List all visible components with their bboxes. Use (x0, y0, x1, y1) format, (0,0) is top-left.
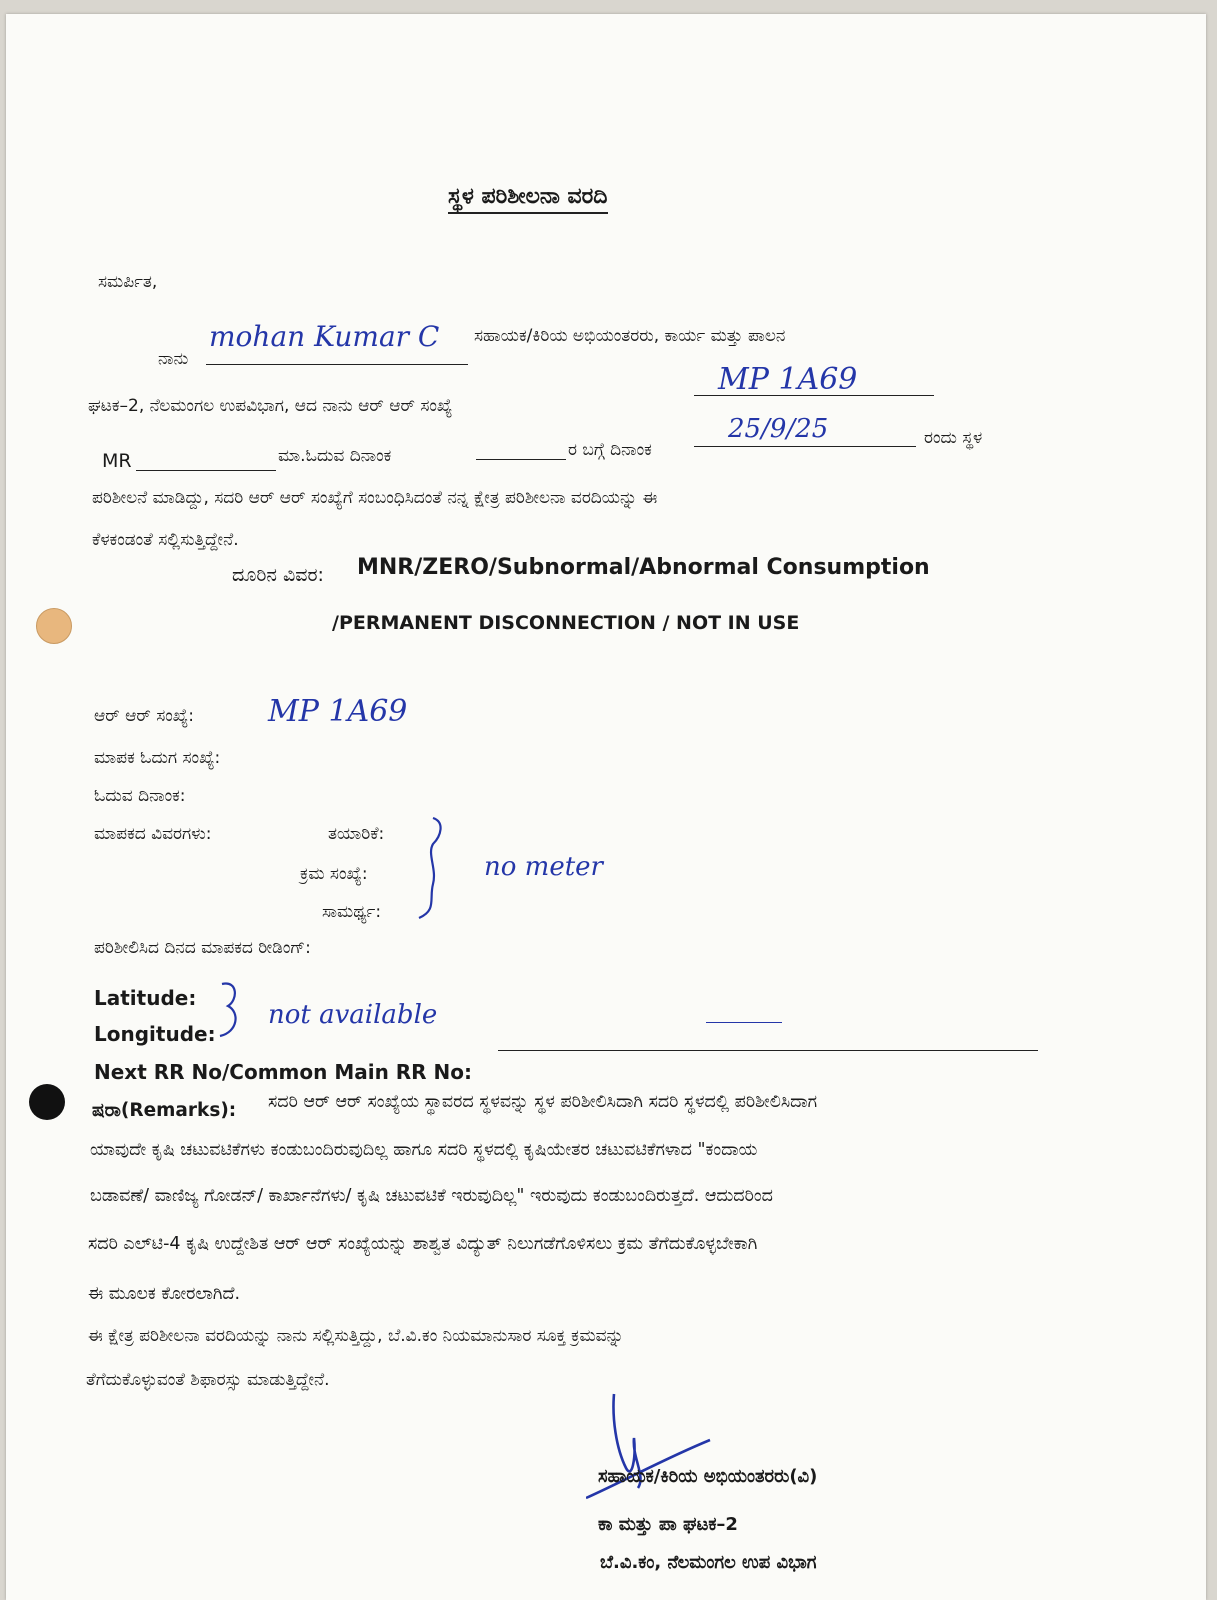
mr-label: MR (102, 450, 132, 472)
reading-date-label: ಮಾ.ಓದುವ ದಿನಾಂಕ (278, 446, 392, 466)
signature-office: ಬೆ.ವಿ.ಕಂ, ನೆಲಮಂಗಲ ಉಪ ವಿಭಾಗ (600, 1552, 817, 1573)
name-blank-line (206, 364, 468, 365)
para-line1-prefix: ನಾನು (158, 349, 189, 369)
next-rr-blank-line (498, 1050, 1038, 1051)
handwritten-date: 25/9/25 (728, 414, 829, 444)
para-line4: ಪರಿಶೀಲನೆ ಮಾಡಿದ್ದು, ಸದರಿ ಆರ್ ಆರ್ ಸಂಖ್ಯೆಗೆ ಸಂಬಂಧಿಸಿದಂತೆ ನನ್ನ ಕ್ಷೇತ್ರ ಪರಿಶೀಲನಾ ವರದಿಯನ್ನು ಈ (92, 488, 658, 508)
handwritten-brace (411, 814, 451, 924)
handwritten-brace (212, 978, 252, 1042)
handwritten-meter-note: no meter (484, 852, 603, 882)
closing-line1: ಈ ಕ್ಷೇತ್ರ ಪರಿಶೀಲನಾ ವರದಿಯನ್ನು ನಾನು ಸಲ್ಲಿಸುತ್ತಿದ್ದು, ಬೆ.ವಿ.ಕಂ ನಿಯಮಾನುಸಾರ ಸೂಕ್ತ ಕ್ರಮವನ್ನು (88, 1326, 624, 1346)
document-page (6, 14, 1206, 1600)
reading-date-field-label: ಓದುವ ದಿನಾಂಕ: (94, 786, 186, 806)
on-label: ರಂದು ಸ್ಥಳ (924, 428, 983, 448)
punch-hole (36, 608, 72, 644)
next-rr-label: Next RR No/Common Main RR No: (94, 1060, 473, 1084)
date-blank-line (694, 446, 916, 447)
para-line1-suffix: ಸಹಾಯಕ/ಕಿರಿಯ ಅಭಿಯಂತರರು, ಕಾರ್ಯ ಮತ್ತು ಪಾಲನ (474, 326, 786, 346)
handwritten-dash (706, 1022, 782, 1023)
handwritten-latlon-note: not available (268, 1000, 438, 1030)
complaint-types-2: /PERMANENT DISCONNECTION / NOT IN USE (332, 612, 800, 634)
handwritten-signature (586, 1388, 716, 1508)
remarks-line3: ಬಡಾವಣೆ/ ವಾಣಿಜ್ಯ ಗೋಡನ್/ ಕಾರ್ಖಾನೆಗಳು/ ಕೃಷಿ ಚಟುವಟಿಕೆ ಇರುವುದಿಲ್ಲ" ಇರುವುದು ಕಂಡುಬಂದಿರುತ್ತದೆ. ಆದುದರಿಂದ (90, 1186, 773, 1206)
salutation: ಸಮರ್ಪಿತ, (98, 272, 158, 292)
latitude-label: Latitude: (94, 986, 197, 1010)
handwritten-rr-number: MP 1A69 (718, 362, 858, 397)
remarks-line1: ಸದರಿ ಆರ್ ಆರ್ ಸಂಖ್ಯೆಯ ಸ್ಥಾವರದ ಸ್ಥಳವನ್ನು ಸ್ಥಳ ಪರಿಶೀಲಿಸಿದಾಗಿ ಸದರಿ ಸ್ಥಳದಲ್ಲಿ ಪರಿಶೀಲಿಸಿದಾಗ (268, 1092, 818, 1112)
para-line2-prefix: ಘಟಕ–2, ನೆಲಮಂಗಲ ಉಪವಿಭಾಗ, ಆದ ನಾನು ಆರ್ ಆರ್ ಸಂಖ್ಯೆ (88, 396, 453, 416)
handwritten-rr-number-field: MP 1A69 (268, 694, 408, 729)
handwritten-name: mohan Kumar C (209, 320, 440, 353)
punch-hole (29, 1084, 65, 1120)
longitude-label: Longitude: (94, 1022, 216, 1046)
serial-no-label: ಕ್ರಮ ಸಂಖ್ಯೆ: (300, 864, 368, 884)
regarding-date-label: ರ ಬಗ್ಗೆ ದಿನಾಂಕ (568, 440, 652, 460)
reading-date-blank-line (476, 459, 566, 460)
signature-designation: ಸಹಾಯಕ/ಕಿರಿಯ ಅಭಿಯಂತರರು(ವಿ) (598, 1466, 818, 1487)
signature-unit: ಕಾ ಮತ್ತು ಪಾ ಘಟಕ–2 (598, 1514, 738, 1535)
mr-blank-line (136, 470, 276, 471)
make-label: ತಯಾರಿಕೆ: (328, 824, 385, 844)
remarks-label: ಷರಾ(Remarks): (92, 1100, 237, 1121)
complaint-types: MNR/ZERO/Subnormal/Abnormal Consumption (357, 555, 930, 580)
complaint-label: ದೂರಿನ ವಿವರ: (232, 564, 324, 586)
page-title: ಸ್ಥಳ ಪರಿಶೀಲನಾ ವರದಿ (448, 184, 608, 214)
para-line5: ಕೆಳಕಂಡಂತೆ ಸಲ್ಲಿಸುತ್ತಿದ್ದೇನೆ. (92, 530, 239, 550)
closing-line2: ತೆಗೆದುಕೊಳ್ಳುವಂತೆ ಶಿಫಾರಸ್ಸು ಮಾಡುತ್ತಿದ್ದೇನೆ. (86, 1370, 330, 1390)
capacity-label: ಸಾಮರ್ಥ್ಯ: (322, 902, 382, 922)
meter-reading-no-label: ಮಾಪಕ ಓದುಗ ಸಂಖ್ಯೆ: (94, 748, 221, 768)
remarks-line5: ಈ ಮೂಲಕ ಕೋರಲಾಗಿದೆ. (88, 1284, 241, 1304)
remarks-line2: ಯಾವುದೇ ಕೃಷಿ ಚಟುವಟಿಕೆಗಳು ಕಂಡುಬಂದಿರುವುದಿಲ್ಲ ಹಾಗೂ ಸದರಿ ಸ್ಥಳದಲ್ಲಿ ಕೃಷಿಯೇತರ ಚಟುವಟಿಕೆಗಳಾದ "ಕಂದಾಯ (90, 1140, 758, 1160)
meter-details-label: ಮಾಪಕದ ವಿವರಗಳು: (94, 824, 212, 844)
inspection-reading-label: ಪರಿಶೀಲಿಸಿದ ದಿನದ ಮಾಪಕದ ರೀಡಿಂಗ್: (94, 938, 311, 958)
rr-no-label: ಆರ್ ಆರ್ ಸಂಖ್ಯೆ: (94, 706, 194, 726)
remarks-line4: ಸದರಿ ಎಲ್‌ಟಿ-4 ಕೃಷಿ ಉದ್ದೇಶಿತ ಆರ್ ಆರ್ ಸಂಖ್ಯೆಯನ್ನು ಶಾಶ್ವತ ವಿದ್ಯುತ್ ನಿಲುಗಡೆಗೊಳಿಸಲು ಕ್ರಮ ತೆಗೆದುಕೊಳ್ಳಬೇಕಾಗಿ (88, 1234, 758, 1254)
